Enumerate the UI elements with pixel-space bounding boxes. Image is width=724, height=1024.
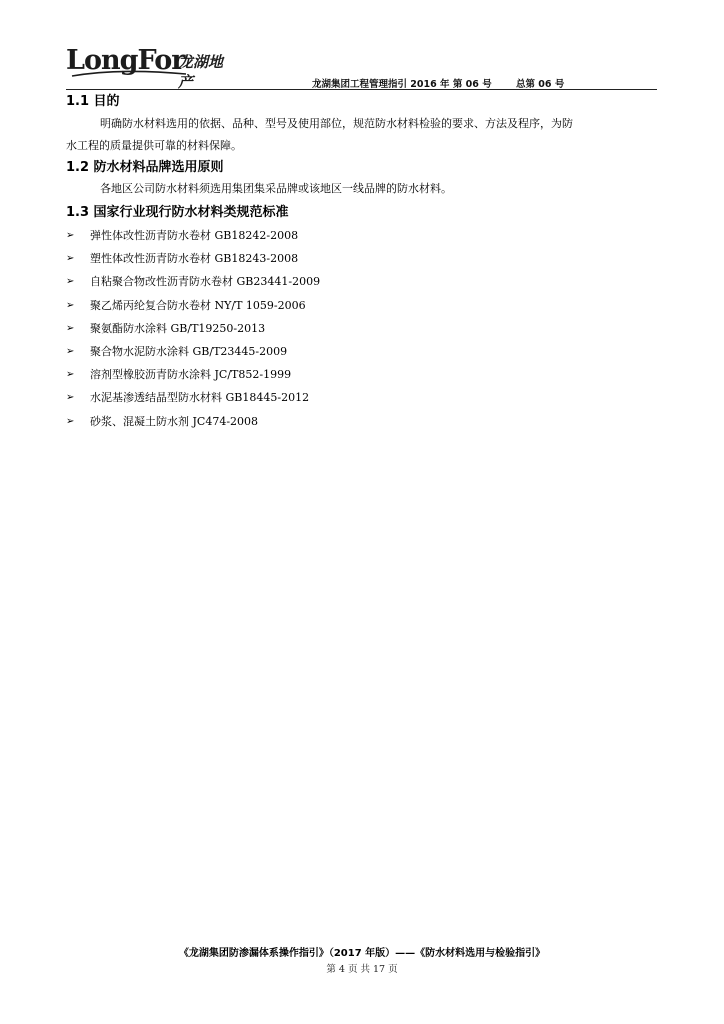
company-logo — [66, 45, 236, 91]
arrow-bullet-icon: ➢ — [66, 392, 75, 404]
footer-page-number: 第 4 页 共 17 页 — [326, 964, 398, 975]
arrow-bullet-icon: ➢ — [66, 276, 75, 288]
section-heading-purpose: 1.1 目的 — [66, 94, 120, 109]
standard-name: 弹性体改性沥青防水卷材 GB18242-2008 — [90, 229, 299, 242]
guide-title: 龙湖集团工程管理指引 2016 年 第 06 号 — [312, 79, 492, 90]
arrow-bullet-icon: ➢ — [66, 253, 75, 265]
arrow-bullet-icon: ➢ — [66, 322, 75, 334]
list-item — [66, 410, 657, 433]
arrow-bullet-icon: ➢ — [66, 369, 75, 381]
issue-number: 总第 06 号 — [516, 79, 565, 90]
header-divider — [66, 89, 657, 90]
list-item — [66, 363, 657, 386]
list-item — [66, 247, 657, 270]
standard-name: 聚氨酯防水涂料 GB/T19250-2013 — [90, 321, 266, 335]
list-item — [66, 294, 657, 317]
standard-name: 水泥基渗透结晶型防水材料 GB18445-2012 — [90, 391, 310, 405]
standard-name: 溶剂型橡胶沥青防水涂料 JC/T852-1999 — [90, 368, 292, 382]
brand-principle-paragraph: 各地区公司防水材料须选用集团集采品牌或该地区一线品牌的防水材料。 — [100, 182, 452, 195]
standard-name: 砂浆、混凝土防水剂 JC474-2008 — [90, 414, 259, 428]
purpose-paragraph-line2: 水工程的质量提供可靠的材料保障。 — [66, 139, 242, 152]
logo-swoosh-icon — [70, 70, 188, 80]
standard-name: 塑性体改性沥青防水卷材 GB18243-2008 — [90, 252, 299, 266]
standard-name: 聚合物水泥防水涂料 GB/T23445-2009 — [90, 345, 288, 359]
page-body — [66, 93, 657, 433]
list-item — [66, 224, 657, 247]
purpose-paragraph-line1: 明确防水材料选用的依据、品种、型号及使用部位，规范防水材料检验的要求、方法及程序，为防 — [100, 117, 573, 130]
list-item — [66, 386, 657, 409]
standard-name: 聚乙烯丙纶复合防水卷材 NY/T 1059-2006 — [90, 298, 306, 312]
arrow-bullet-icon: ➢ — [66, 415, 75, 427]
list-item — [66, 270, 657, 293]
list-item — [66, 317, 657, 340]
standard-name: 自粘聚合物改性沥青防水卷材 GB23441-2009 — [90, 275, 321, 289]
section-heading-standards: 1.3 国家行业现行防水材料类规范标准 — [66, 205, 289, 220]
footer-document-title: 《龙湖集团防渗漏体系操作指引》（2017 年版）——《防水材料选用与检验指引》 — [178, 948, 546, 959]
logo-chinese-name: 龙湖地产 — [178, 53, 224, 91]
section-heading-brand-principle: 1.2 防水材料品牌选用原则 — [66, 160, 224, 175]
list-item — [66, 340, 657, 363]
standards-list — [66, 224, 657, 433]
logo-wordmark: LongFor — [66, 45, 185, 76]
arrow-bullet-icon: ➢ — [66, 299, 75, 311]
arrow-bullet-icon: ➢ — [66, 230, 75, 241]
arrow-bullet-icon: ➢ — [66, 346, 75, 358]
